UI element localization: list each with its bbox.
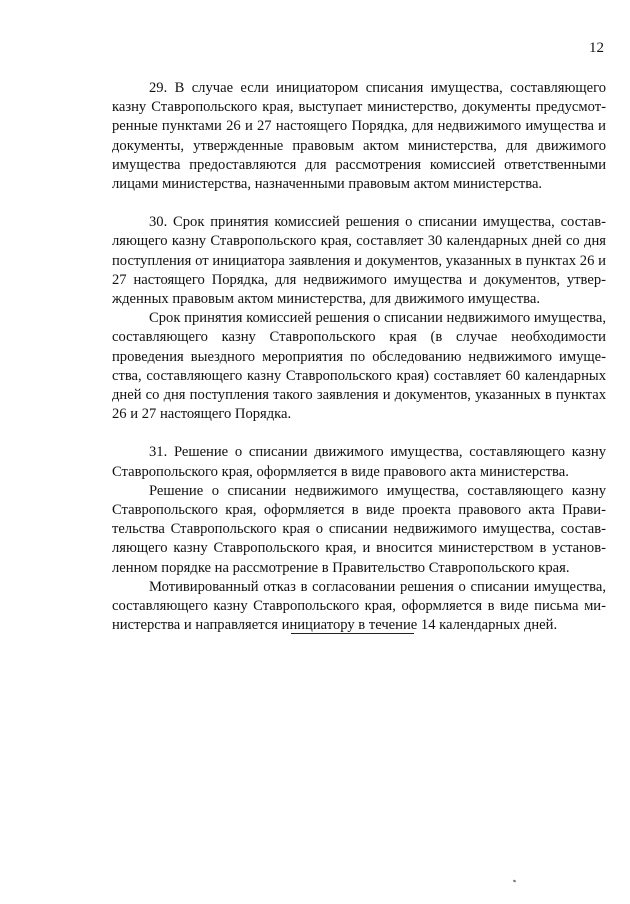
section-29 — [112, 79, 606, 194]
paragraph: Мотивированный отказ в согласовании решения о списании имущества, составляющего казну Ставропольского края, оформляется в виде письма министерства и направляется инициатору в течение 14 календарных дней. — [112, 578, 606, 634]
page-number: 12 — [589, 40, 604, 56]
paragraph: Срок принятия комиссией решения о списании недвижимого имущества, составляющего казну Ставропольского края (в случае необходимости проведения выездного мероприятия по обследованию недвижимого имущества, составляющего казну Ставропольского края) составляет 60 календарных дней со дня поступления такого заявления и документов, указанных в пунктах 26 и 27 настоящего Порядка. — [112, 310, 606, 423]
section-31 — [112, 443, 606, 635]
paragraph: Решение о списании недвижимого имущества, составляющего казну Ставропольского края, оформляется в виде проекта правового акта Правительства Ставропольского края о списании недвижимого имущества, составляющего казну Ставропольского края, и вносится министерством в установленном порядке на рассмотрение в Правительство Ставропольского края. — [112, 482, 606, 576]
paragraph: 31. Решение о списании движимого имущества, составляющего казну Ставропольского края, оформляется в виде правового акта министерства. — [112, 444, 606, 480]
scan-artifact — [513, 879, 517, 882]
end-separator-line — [291, 633, 414, 634]
paragraph: 29. В случае если инициатором списания имущества, составляющего казну Ставропольского края, выступает министерство, документы предусмотренные пунктами 26 и 27 настоящего Порядка, для недвижимого имущества и документы, утвержденные правовым актом министерства, для движимого имущества предоставляются для рассмотрения комиссией ответственными лицами министерства, назначенными правовым актом министерства. — [112, 80, 606, 193]
paragraph: 30. Срок принятия комиссией решения о списании имущества, составляющего казну Ставропольского края, составляет 30 календарных дней со дня поступления от инициатора заявления и документов, указанных в пунктах 26 и 27 настоящего Порядка, для недвижимого имущества и документов, утвержденных правовым актом министерства, для движимого имущества. — [112, 214, 606, 308]
section-30 — [112, 213, 606, 424]
document-body — [112, 79, 606, 635]
